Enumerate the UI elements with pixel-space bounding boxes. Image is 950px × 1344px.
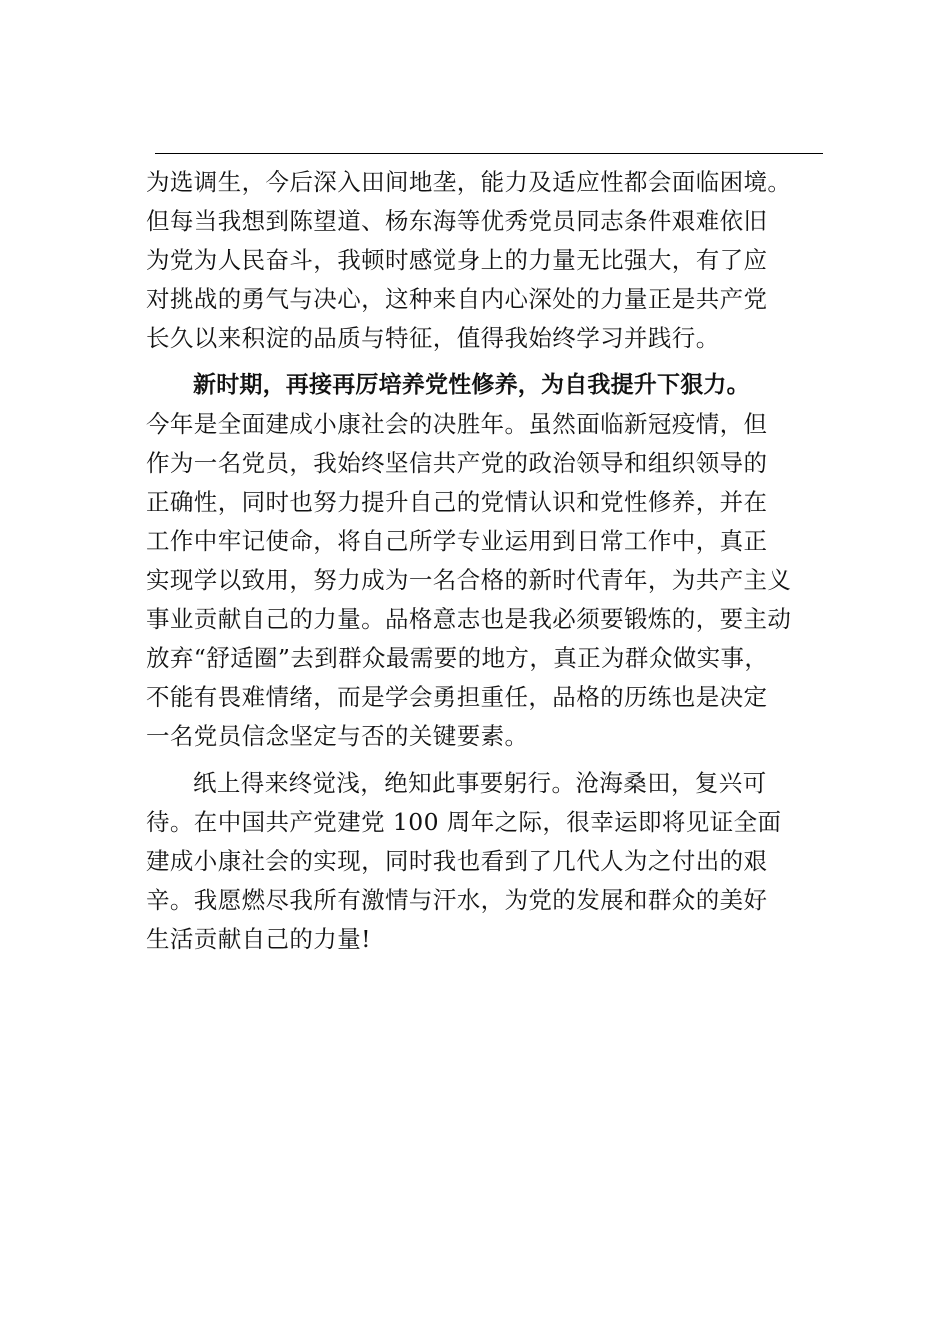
section-heading: 新时期，再接再厉培养党性修养，为自我提升下狠力。	[193, 372, 750, 398]
text-line: 作为一名党员，我始终坚信共产党的政治领导和组织领导的	[146, 449, 768, 477]
text-line: 实现学以致用，努力成为一名合格的新时代青年，为共产主义	[146, 566, 792, 594]
text-line: 事业贡献自己的力量。品格意志也是我必须要锻炼的，要主动	[146, 605, 792, 633]
text-line: 放弃“舒适圈”去到群众最需要的地方，真正为群众做实事，	[146, 644, 769, 672]
text-line: 为党为人民奋斗，我顿时感觉身上的力量无比强大，有了应	[146, 246, 768, 274]
paragraph-first-line: 纸上得来终觉浅，绝知此事要躬行。沧海桑田，复兴可	[193, 769, 767, 797]
text-line: 为选调生，今后深入田间地垄，能力及适应性都会面临困境。	[146, 168, 792, 196]
text-line: 今年是全面建成小康社会的决胜年。虽然面临新冠疫情，但	[146, 410, 768, 438]
text-line: 生活贡献自己的力量!	[146, 925, 371, 953]
text-line: 工作中牢记使命，将自己所学专业运用到日常工作中，真正	[146, 527, 768, 555]
text-line: 但每当我想到陈望道、杨东海等优秀党员同志条件艰难依旧	[146, 207, 768, 235]
text-line: 辛。我愿燃尽我所有激情与汗水，为党的发展和群众的美好	[146, 886, 768, 914]
text-line: 长久以来积淀的品质与特征，值得我始终学习并践行。	[146, 324, 720, 352]
header-rule	[155, 153, 823, 154]
text-line: 对挑战的勇气与决心，这种来自内心深处的力量正是共产党	[146, 285, 768, 313]
text-line: 待。在中国共产党建党 100 周年之际，很幸运即将见证全面	[146, 808, 782, 836]
body-text	[146, 163, 826, 959]
text-line: 建成小康社会的实现，同时我也看到了几代人为之付出的艰	[146, 847, 768, 875]
text-line: 正确性，同时也努力提升自己的党情认识和党性修养，并在	[146, 488, 768, 516]
text-line: 一名党员信念坚定与否的关键要素。	[146, 722, 529, 750]
text-line: 不能有畏难情绪，而是学会勇担重任，品格的历练也是决定	[146, 683, 768, 711]
